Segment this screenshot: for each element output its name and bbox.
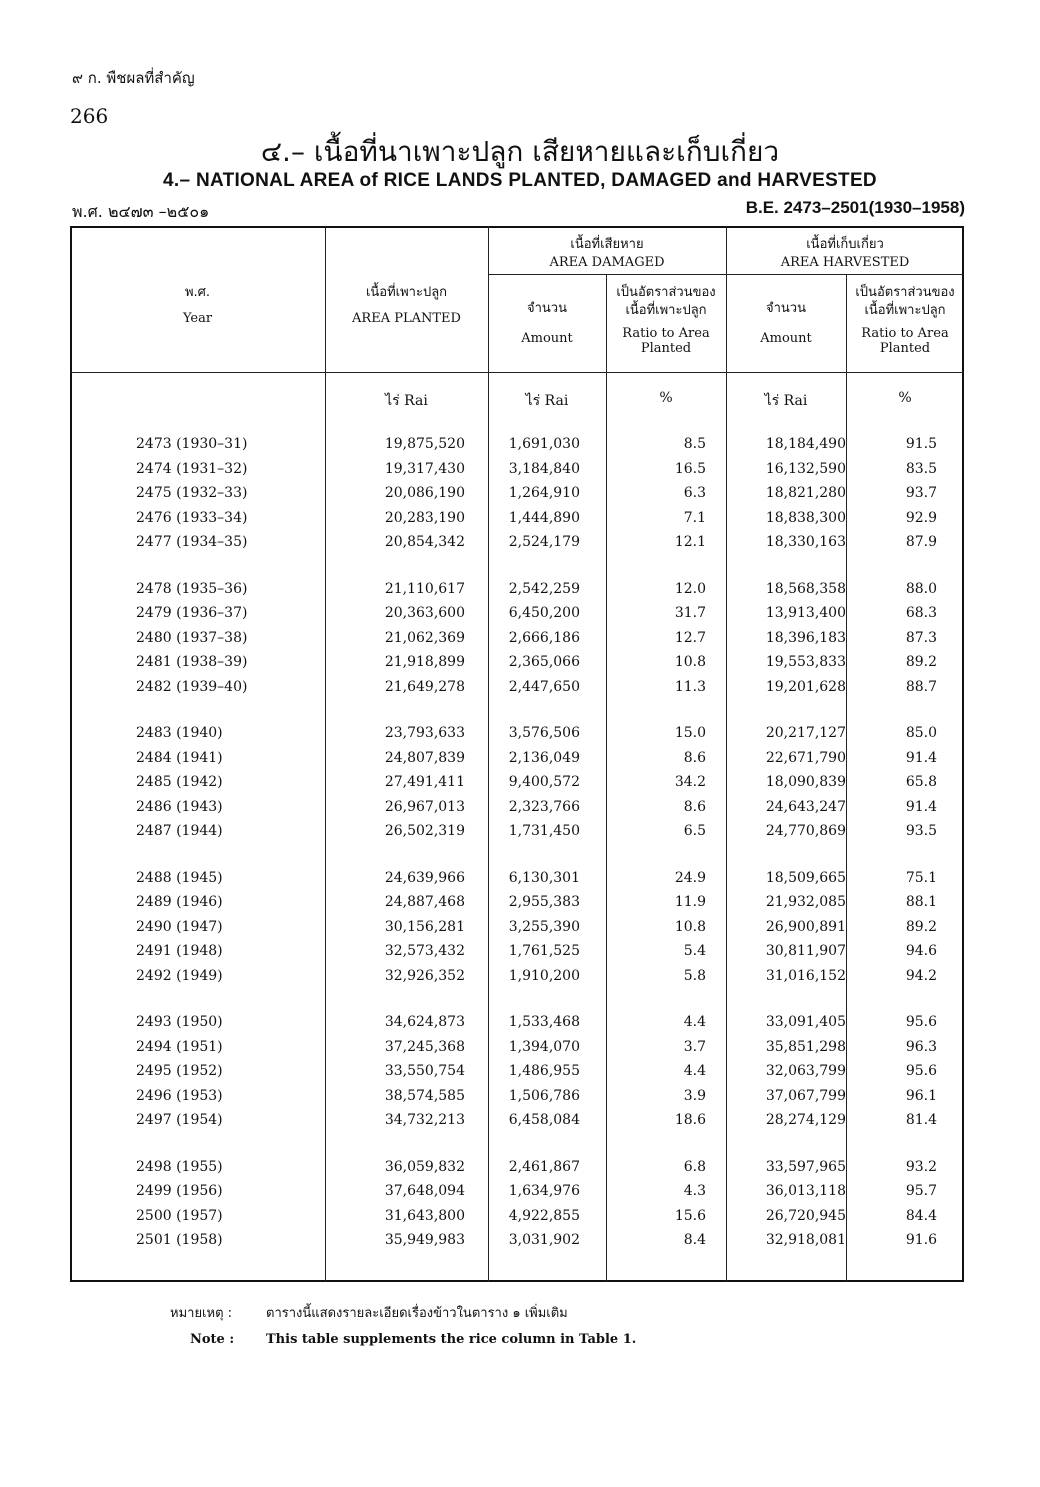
year-cell: 2488 (1945) <box>136 869 223 886</box>
year-cell: 2494 (1951) <box>136 1038 223 1055</box>
harvested-ratio-cell: 91.6 <box>905 1232 937 1249</box>
damaged-amount-cell: 1,761,525 <box>508 943 580 960</box>
table-row <box>70 1088 964 1112</box>
year-cell: 2487 (1944) <box>136 823 223 840</box>
harvested-ratio-cell: 83.5 <box>905 460 937 477</box>
table-row <box>70 1183 964 1207</box>
header-damaged-english: AREA DAMAGED <box>549 255 665 270</box>
table-row <box>70 581 964 605</box>
damaged-amount-cell: 3,031,902 <box>508 1232 580 1249</box>
header-ratio-english-1: Ratio to Area <box>622 326 710 341</box>
damaged-ratio-cell: 6.5 <box>683 823 706 840</box>
harvested-ratio-cell: 87.3 <box>905 629 937 646</box>
header-amount-english: Amount <box>521 331 573 346</box>
table-row <box>70 894 964 918</box>
area-planted-cell: 21,918,899 <box>384 654 465 671</box>
damaged-amount-cell: 1,264,910 <box>508 485 580 502</box>
harvested-amount-cell: 19,201,628 <box>765 678 846 695</box>
harvested-amount-cell: 18,184,490 <box>765 436 846 452</box>
unit-percent-damaged: % <box>659 390 673 406</box>
header-ratio-thai-2: เนื้อที่เพาะปลูก <box>864 303 946 318</box>
table-row <box>70 725 964 749</box>
year-cell: 2480 (1937–38) <box>136 629 248 646</box>
harvested-ratio-cell: 92.9 <box>905 509 937 526</box>
damaged-ratio-cell: 6.3 <box>683 485 706 502</box>
area-planted-cell: 21,062,369 <box>384 629 465 646</box>
harvested-ratio-cell: 94.6 <box>905 943 937 960</box>
year-cell: 2481 (1938–39) <box>136 654 248 671</box>
header-ratio-thai-1: เป็นอัตราส่วนของ <box>616 285 716 300</box>
area-planted-cell: 35,949,983 <box>384 1232 465 1249</box>
header-planted-thai: เนื้อที่เพาะปลูก <box>365 285 448 300</box>
header-harvested-thai: เนื้อที่เก็บเกี่ยว <box>806 237 884 252</box>
damaged-ratio-cell: 24.9 <box>674 869 706 886</box>
damaged-ratio-cell: 4.3 <box>683 1183 706 1200</box>
area-planted-cell: 21,649,278 <box>384 678 465 695</box>
damaged-amount-cell: 1,486,955 <box>508 1063 580 1080</box>
area-planted-cell: 37,245,368 <box>384 1038 465 1055</box>
harvested-ratio-cell: 89.2 <box>905 654 937 671</box>
header-amount-thai: จำนวน <box>527 301 567 316</box>
note-label-english: Note : <box>190 1332 235 1347</box>
header-year <box>70 284 325 328</box>
damaged-amount-cell: 2,461,867 <box>508 1158 580 1175</box>
harvested-amount-cell: 37,067,799 <box>765 1087 846 1104</box>
area-planted-cell: 24,887,468 <box>384 894 465 911</box>
damaged-amount-cell: 2,365,066 <box>508 654 580 671</box>
year-cell: 2483 (1940) <box>136 725 223 741</box>
table-row <box>70 1014 964 1038</box>
note-text-english: This table supplements the rice column in Table 1. <box>266 1332 637 1347</box>
harvested-ratio-cell: 93.5 <box>905 823 937 840</box>
damaged-ratio-cell: 12.0 <box>674 580 706 597</box>
harvested-amount-cell: 32,918,081 <box>765 1232 846 1249</box>
area-planted-cell: 20,363,600 <box>384 605 465 622</box>
header-year-thai: พ.ศ. <box>184 285 211 300</box>
table-row <box>70 510 964 534</box>
year-cell: 2489 (1946) <box>136 894 223 911</box>
table-row <box>70 1159 964 1183</box>
year-cell: 2478 (1935–36) <box>136 580 248 597</box>
harvested-amount-cell: 18,568,358 <box>765 580 846 597</box>
harvested-amount-cell: 19,553,833 <box>765 654 846 671</box>
harvested-ratio-cell: 91.5 <box>905 436 937 452</box>
header-subrule <box>488 274 964 275</box>
header-area-harvested <box>726 236 964 272</box>
table-row <box>70 436 964 460</box>
header-amount-english: Amount <box>760 331 812 346</box>
harvested-amount-cell: 24,643,247 <box>765 798 846 815</box>
damaged-amount-cell: 2,955,383 <box>508 894 580 911</box>
harvested-ratio-cell: 68.3 <box>905 605 937 622</box>
harvested-amount-cell: 21,932,085 <box>765 894 846 911</box>
harvested-ratio-cell: 88.0 <box>905 580 937 597</box>
harvested-amount-cell: 18,090,839 <box>765 774 846 791</box>
harvested-amount-cell: 26,900,891 <box>765 918 846 935</box>
table-row <box>70 1063 964 1087</box>
harvested-ratio-cell: 88.1 <box>905 894 937 911</box>
damaged-amount-cell: 9,400,572 <box>508 774 580 791</box>
harvested-ratio-cell: 87.9 <box>905 534 937 551</box>
harvested-amount-cell: 30,811,907 <box>765 943 846 960</box>
header-damaged-ratio <box>606 284 726 356</box>
unit-percent-harvested: % <box>898 390 912 406</box>
damaged-amount-cell: 2,323,766 <box>508 798 580 815</box>
harvested-amount-cell: 22,671,790 <box>765 749 846 766</box>
area-planted-cell: 34,732,213 <box>384 1112 465 1129</box>
damaged-amount-cell: 2,136,049 <box>508 749 580 766</box>
damaged-ratio-cell: 4.4 <box>683 1014 706 1030</box>
table-row <box>70 870 964 894</box>
header-damaged-amount <box>488 300 606 348</box>
table-row <box>70 534 964 558</box>
harvested-ratio-cell: 95.6 <box>905 1063 937 1080</box>
table-row <box>70 630 964 654</box>
area-planted-cell: 19,875,520 <box>384 436 465 452</box>
damaged-ratio-cell: 3.7 <box>683 1038 706 1055</box>
harvested-amount-cell: 18,396,183 <box>765 629 846 646</box>
header-rule <box>70 372 964 373</box>
damaged-ratio-cell: 12.1 <box>674 534 706 551</box>
table-row <box>70 654 964 678</box>
area-planted-cell: 27,491,411 <box>384 774 465 791</box>
area-planted-cell: 32,573,432 <box>384 943 465 960</box>
damaged-ratio-cell: 34.2 <box>674 774 706 791</box>
damaged-ratio-cell: 4.4 <box>683 1063 706 1080</box>
damaged-amount-cell: 3,255,390 <box>508 918 580 935</box>
damaged-ratio-cell: 18.6 <box>674 1112 706 1129</box>
header-amount-thai: จำนวน <box>766 301 806 316</box>
damaged-amount-cell: 4,922,855 <box>508 1207 580 1224</box>
harvested-amount-cell: 16,132,590 <box>765 460 846 477</box>
harvested-ratio-cell: 65.8 <box>905 774 937 791</box>
damaged-amount-cell: 6,458,084 <box>508 1112 580 1129</box>
harvested-amount-cell: 18,838,300 <box>765 509 846 526</box>
damaged-amount-cell: 1,691,030 <box>508 436 580 452</box>
harvested-ratio-cell: 95.7 <box>905 1183 937 1200</box>
header-harvested-english: AREA HARVESTED <box>780 255 910 270</box>
header-ratio-english-2: Planted <box>640 341 692 356</box>
area-planted-cell: 26,502,319 <box>384 823 465 840</box>
table-row <box>70 485 964 509</box>
area-planted-cell: 37,648,094 <box>384 1183 465 1200</box>
damaged-amount-cell: 1,634,976 <box>508 1183 580 1200</box>
damaged-amount-cell: 2,447,650 <box>508 678 580 695</box>
harvested-amount-cell: 18,509,665 <box>765 869 846 886</box>
damaged-amount-cell: 2,524,179 <box>508 534 580 551</box>
area-planted-cell: 20,086,190 <box>384 485 465 502</box>
area-planted-cell: 34,624,873 <box>384 1014 465 1030</box>
header-area-planted <box>325 284 488 328</box>
area-planted-cell: 19,317,430 <box>384 460 465 477</box>
damaged-ratio-cell: 11.3 <box>674 678 706 695</box>
harvested-amount-cell: 36,013,118 <box>765 1183 846 1200</box>
year-cell: 2496 (1953) <box>136 1087 223 1104</box>
header-ratio-thai-2: เนื้อที่เพาะปลูก <box>625 303 707 318</box>
area-planted-cell: 36,059,832 <box>384 1158 465 1175</box>
harvested-amount-cell: 32,063,799 <box>765 1063 846 1080</box>
table-row <box>70 919 964 943</box>
table-row <box>70 1208 964 1232</box>
damaged-ratio-cell: 8.6 <box>683 749 706 766</box>
year-cell: 2499 (1956) <box>136 1183 223 1200</box>
header-damaged-thai: เนื้อที่เสียหาย <box>570 237 644 252</box>
table-row <box>70 1039 964 1063</box>
year-cell: 2475 (1932–33) <box>136 485 248 502</box>
period-thai: พ.ศ. ๒๔๗๓ –๒๕๐๑ <box>72 202 210 221</box>
harvested-ratio-cell: 81.4 <box>905 1112 937 1129</box>
area-planted-cell: 24,807,839 <box>384 749 465 766</box>
harvested-amount-cell: 28,274,129 <box>765 1112 846 1129</box>
damaged-amount-cell: 2,542,259 <box>508 580 580 597</box>
damaged-amount-cell: 1,394,070 <box>508 1038 580 1055</box>
harvested-amount-cell: 31,016,152 <box>765 967 846 984</box>
year-cell: 2477 (1934–35) <box>136 534 248 551</box>
damaged-amount-cell: 3,184,840 <box>508 460 580 477</box>
header-harvested-ratio <box>846 284 964 356</box>
damaged-ratio-cell: 8.5 <box>683 436 706 452</box>
year-cell: 2485 (1942) <box>136 774 223 791</box>
area-planted-cell: 23,793,633 <box>384 725 465 741</box>
area-planted-cell: 32,926,352 <box>384 967 465 984</box>
table-row <box>70 750 964 774</box>
damaged-ratio-cell: 7.1 <box>683 509 706 526</box>
header-ratio-thai-1: เป็นอัตราส่วนของ <box>855 285 955 300</box>
period-english: B.E. 2473–2501(1930–1958) <box>745 198 965 217</box>
harvested-amount-cell: 18,330,163 <box>765 534 846 551</box>
area-planted-cell: 33,550,754 <box>384 1063 465 1080</box>
year-cell: 2486 (1943) <box>136 798 223 815</box>
harvested-amount-cell: 24,770,869 <box>765 823 846 840</box>
harvested-amount-cell: 33,597,965 <box>765 1158 846 1175</box>
harvested-ratio-cell: 96.3 <box>905 1038 937 1055</box>
year-cell: 2500 (1957) <box>136 1207 223 1224</box>
note-label-thai: หมายเหตุ : <box>170 1306 233 1321</box>
damaged-amount-cell: 6,130,301 <box>508 869 580 886</box>
table-row <box>70 679 964 703</box>
damaged-ratio-cell: 11.9 <box>674 894 706 911</box>
year-cell: 2491 (1948) <box>136 943 223 960</box>
harvested-amount-cell: 13,913,400 <box>765 605 846 622</box>
header-year-english: Year <box>182 311 213 326</box>
year-cell: 2501 (1958) <box>136 1232 223 1249</box>
year-cell: 2492 (1949) <box>136 967 223 984</box>
table-row <box>70 943 964 967</box>
damaged-amount-cell: 1,506,786 <box>508 1087 580 1104</box>
running-head: ๙ ก. พืชผลที่สำคัญ <box>72 69 195 87</box>
table-row <box>70 774 964 798</box>
damaged-ratio-cell: 3.9 <box>683 1087 706 1104</box>
damaged-amount-cell: 2,666,186 <box>508 629 580 646</box>
harvested-ratio-cell: 91.4 <box>905 749 937 766</box>
harvested-amount-cell: 26,720,945 <box>765 1207 846 1224</box>
damaged-ratio-cell: 16.5 <box>674 460 706 477</box>
table-row <box>70 799 964 823</box>
harvested-ratio-cell: 91.4 <box>905 798 937 815</box>
harvested-ratio-cell: 93.7 <box>905 485 937 502</box>
damaged-ratio-cell: 10.8 <box>674 918 706 935</box>
title-english: 4.– NATIONAL AREA of RICE LANDS PLANTED, DAMAGED and HARVESTED <box>163 170 877 191</box>
damaged-amount-cell: 1,444,890 <box>508 509 580 526</box>
damaged-ratio-cell: 8.4 <box>683 1232 706 1249</box>
harvested-ratio-cell: 85.0 <box>905 725 937 741</box>
damaged-amount-cell: 6,450,200 <box>508 605 580 622</box>
area-planted-cell: 20,854,342 <box>384 534 465 551</box>
damaged-ratio-cell: 8.6 <box>683 798 706 815</box>
header-area-damaged <box>488 236 726 272</box>
harvested-amount-cell: 18,821,280 <box>765 485 846 502</box>
table-row <box>70 823 964 847</box>
unit-rai-harvested: ไร่ Rai <box>764 393 808 409</box>
header-harvested-amount <box>726 300 846 348</box>
year-cell: 2490 (1947) <box>136 918 223 935</box>
harvested-ratio-cell: 96.1 <box>905 1087 937 1104</box>
unit-rai-damaged: ไร่ Rai <box>525 393 569 409</box>
table-row <box>70 461 964 485</box>
year-cell: 2474 (1931–32) <box>136 460 248 477</box>
damaged-amount-cell: 1,533,468 <box>508 1014 580 1030</box>
year-cell: 2482 (1939–40) <box>136 678 248 695</box>
harvested-ratio-cell: 75.1 <box>905 869 937 886</box>
year-cell: 2497 (1954) <box>136 1112 223 1129</box>
area-planted-cell: 31,643,800 <box>384 1207 465 1224</box>
damaged-ratio-cell: 6.8 <box>683 1158 706 1175</box>
damaged-ratio-cell: 31.7 <box>674 605 706 622</box>
note-text-thai: ตารางนี้แสดงรายละเอียดเรื่องข้าวในตาราง ๑ เพิ่มเติม <box>266 1306 568 1321</box>
year-cell: 2498 (1955) <box>136 1158 223 1175</box>
year-cell: 2479 (1936–37) <box>136 605 248 622</box>
table-row <box>70 968 964 992</box>
damaged-amount-cell: 1,910,200 <box>508 967 580 984</box>
area-planted-cell: 30,156,281 <box>384 918 465 935</box>
damaged-ratio-cell: 15.0 <box>674 725 706 741</box>
unit-rai-planted: ไร่ Rai <box>385 393 428 409</box>
damaged-ratio-cell: 12.7 <box>674 629 706 646</box>
year-cell: 2476 (1933–34) <box>136 509 248 526</box>
header-planted-english: AREA PLANTED <box>352 311 461 326</box>
table-row <box>70 605 964 629</box>
page-number: 266 <box>70 104 109 128</box>
area-planted-cell: 21,110,617 <box>384 580 465 597</box>
harvested-ratio-cell: 84.4 <box>905 1207 937 1224</box>
header-ratio-english-1: Ratio to Area <box>861 326 949 341</box>
harvested-ratio-cell: 88.7 <box>905 678 937 695</box>
harvested-amount-cell: 33,091,405 <box>765 1014 846 1030</box>
damaged-ratio-cell: 10.8 <box>674 654 706 671</box>
year-cell: 2484 (1941) <box>136 749 223 766</box>
area-planted-cell: 24,639,966 <box>384 869 465 886</box>
harvested-ratio-cell: 89.2 <box>905 918 937 935</box>
area-planted-cell: 20,283,190 <box>384 509 465 526</box>
harvested-amount-cell: 35,851,298 <box>765 1038 846 1055</box>
area-planted-cell: 38,574,585 <box>384 1087 465 1104</box>
year-cell: 2473 (1930–31) <box>136 436 248 452</box>
harvested-ratio-cell: 94.2 <box>905 967 937 984</box>
harvested-ratio-cell: 93.2 <box>905 1158 937 1175</box>
damaged-ratio-cell: 5.8 <box>683 967 706 984</box>
damaged-amount-cell: 3,576,506 <box>508 725 580 741</box>
damaged-ratio-cell: 5.4 <box>683 943 706 960</box>
damaged-amount-cell: 1,731,450 <box>508 823 580 840</box>
year-cell: 2493 (1950) <box>136 1014 223 1030</box>
table-row <box>70 1232 964 1256</box>
table-row <box>70 1112 964 1136</box>
area-planted-cell: 26,967,013 <box>384 798 465 815</box>
header-ratio-english-2: Planted <box>879 341 931 356</box>
year-cell: 2495 (1952) <box>136 1063 223 1080</box>
harvested-amount-cell: 20,217,127 <box>765 725 846 741</box>
harvested-ratio-cell: 95.6 <box>905 1014 937 1030</box>
title-thai: ๔.– เนื้อที่นาเพาะปลูก เสียหายและเก็บเกี่ยว <box>260 135 780 168</box>
damaged-ratio-cell: 15.6 <box>674 1207 706 1224</box>
